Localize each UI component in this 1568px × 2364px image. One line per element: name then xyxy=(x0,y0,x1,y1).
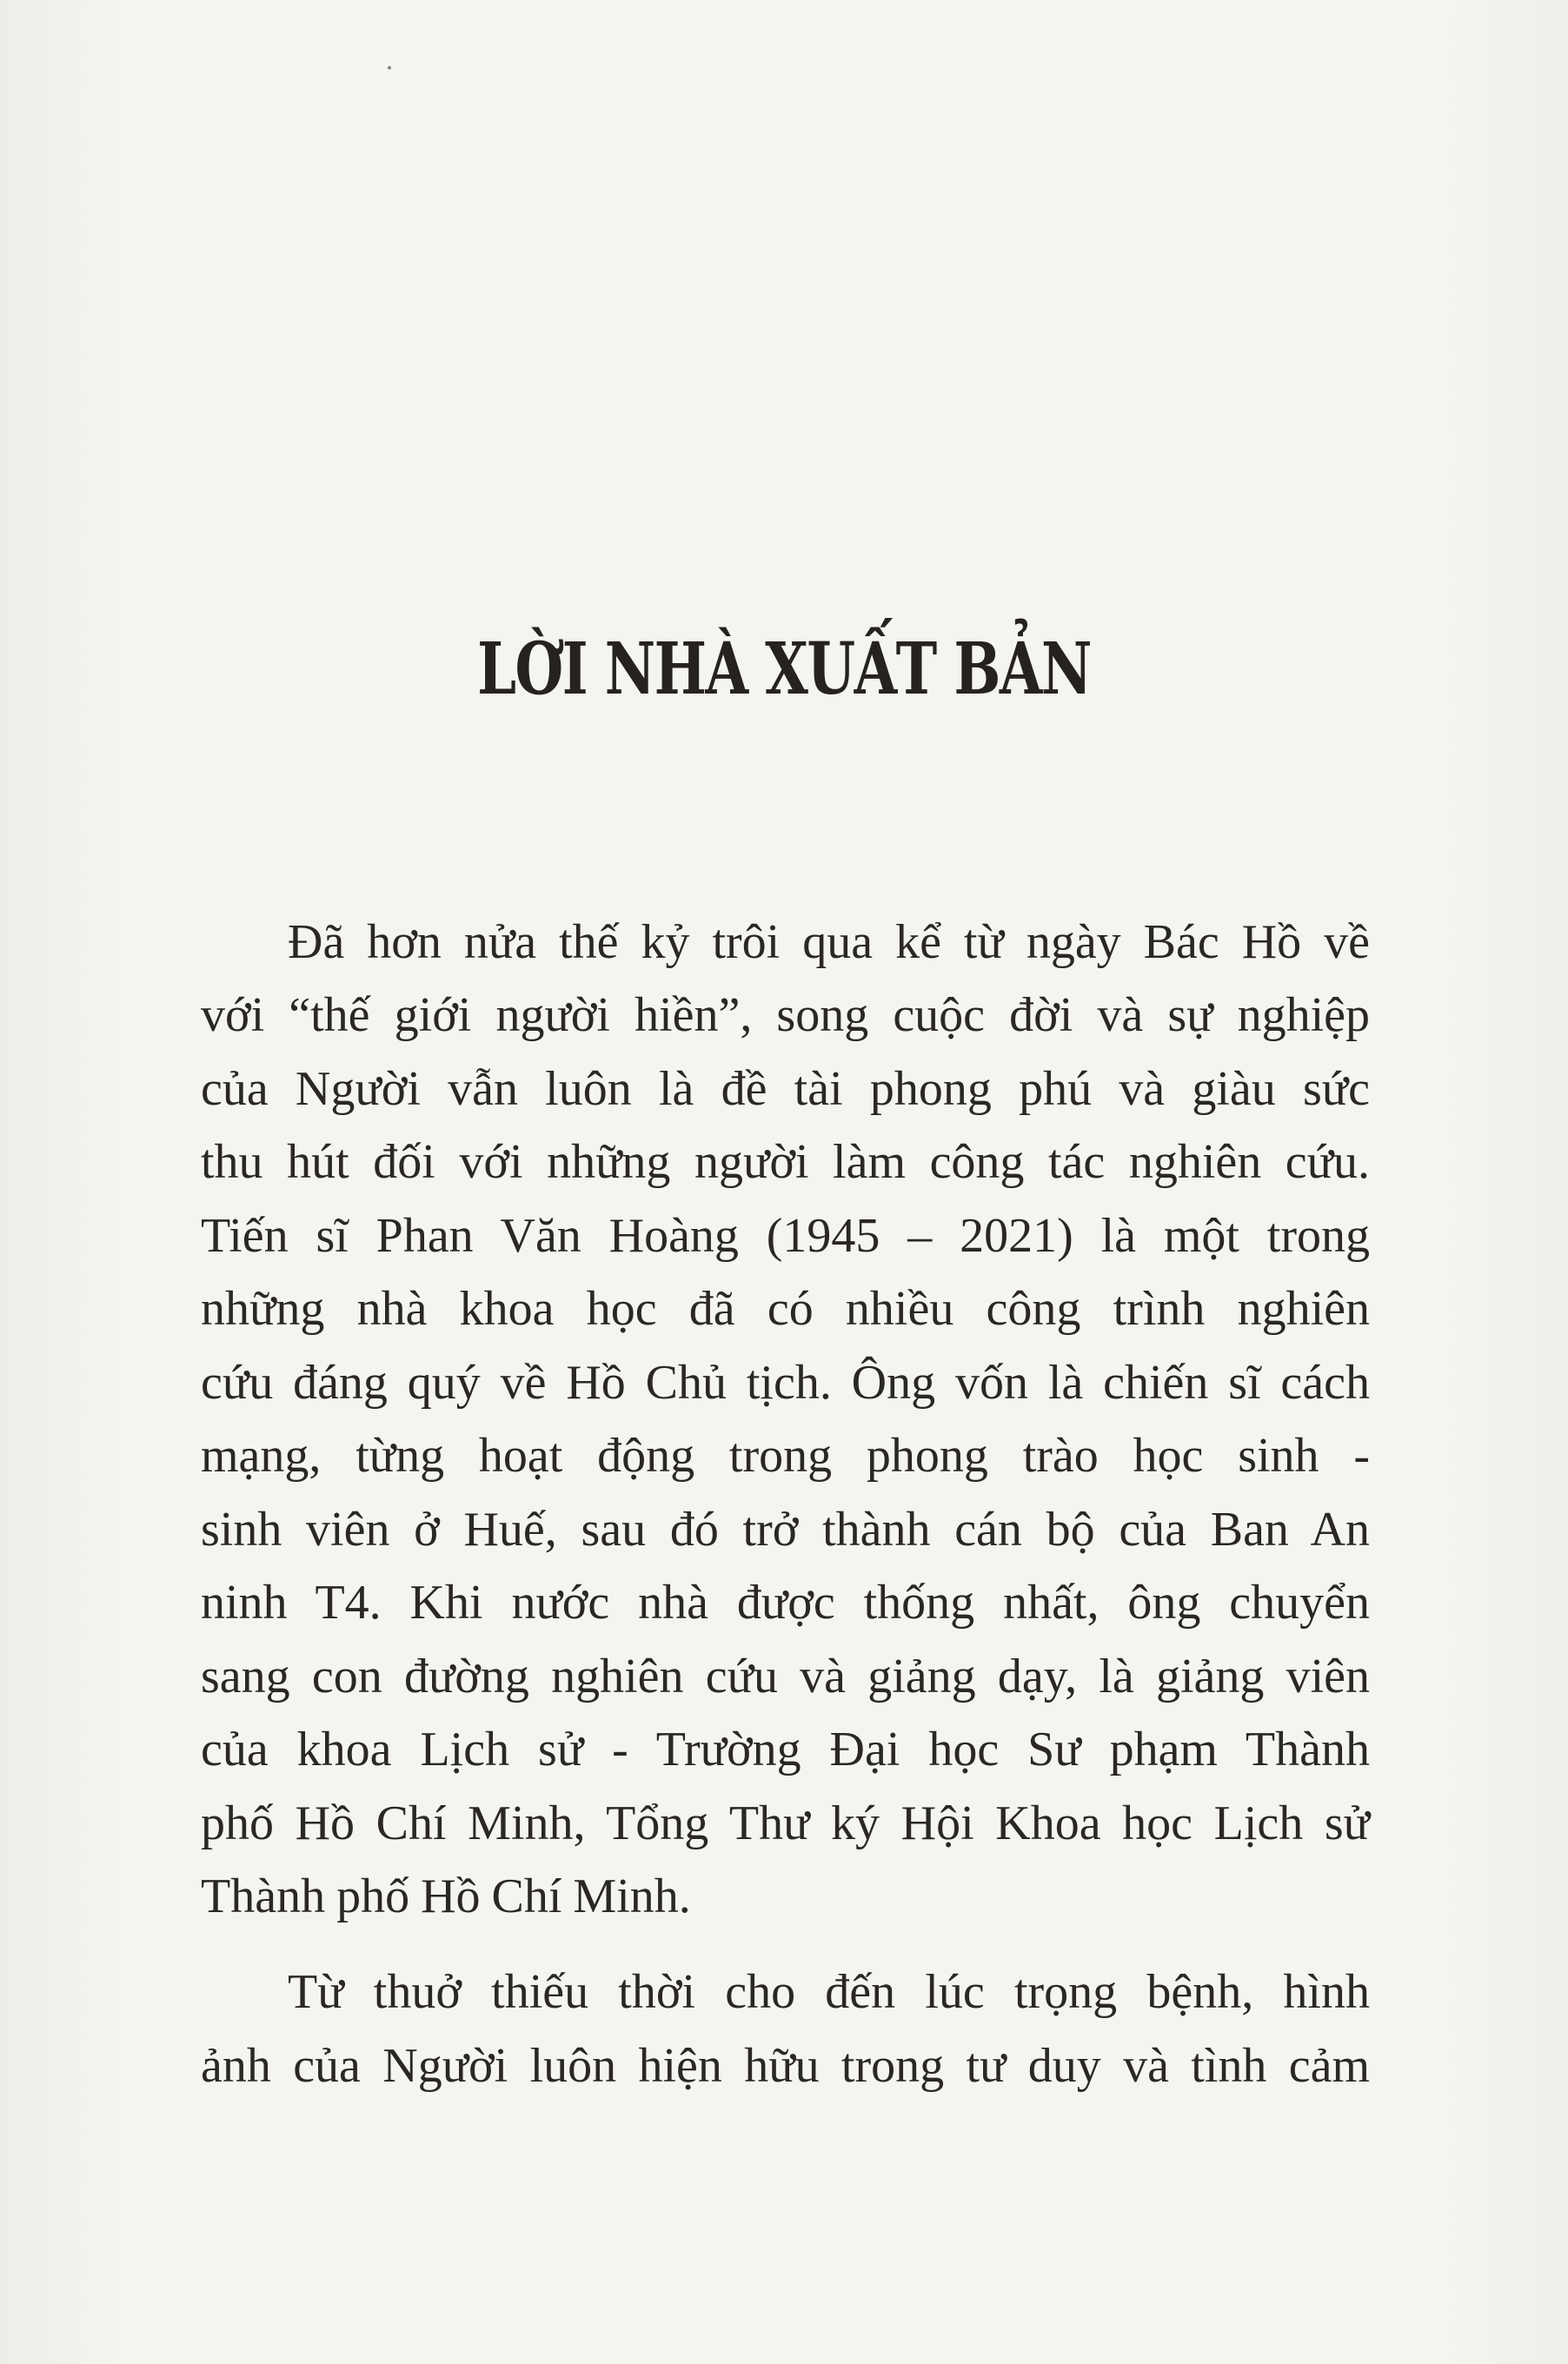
paragraph-2-line: ảnh của Người luôn hiện hữu trong tư duy và tình cảm xyxy=(201,2039,1370,2093)
paragraph-1-line: sinh viên ở Huế, sau đó trở thành cán bộ của Ban An xyxy=(201,1503,1370,1557)
paragraph-1-line: ninh T4. Khi nước nhà được thống nhất, ông chuyển xyxy=(201,1576,1370,1630)
paragraph-1-line: cứu đáng quý về Hồ Chủ tịch. Ông vốn là chiến sĩ cách xyxy=(201,1356,1370,1410)
paragraph-1-line: Thành phố Hồ Chí Minh. xyxy=(201,1869,691,1923)
paragraph-1-line: của khoa Lịch sử - Trường Đại học Sư phạm Thành xyxy=(201,1723,1370,1776)
paragraph-1-line: mạng, từng hoạt động trong phong trào học sinh - xyxy=(201,1429,1370,1483)
paragraph-1-line: những nhà khoa học đã có nhiều công trình nghiên xyxy=(201,1282,1370,1336)
paragraph-1-line: với “thế giới người hiền”, song cuộc đời và sự nghiệp xyxy=(201,988,1370,1042)
paragraph-2-line: Từ thuở thiếu thời cho đến lúc trọng bệnh, hình xyxy=(288,1965,1370,2019)
paragraph-1-line: phố Hồ Chí Minh, Tổng Thư ký Hội Khoa học Lịch sử xyxy=(201,1796,1370,1850)
paragraph-1-line: thu hút đối với những người làm công tác nghiên cứu. xyxy=(201,1135,1370,1189)
paragraph-1-line: Đã hơn nửa thế kỷ trôi qua kể từ ngày Bác Hồ về xyxy=(288,915,1370,969)
paragraph-1-line: Tiến sĩ Phan Văn Hoàng (1945 – 2021) là một trong xyxy=(201,1209,1370,1263)
paragraph-1-line: của Người vẫn luôn là đề tài phong phú và giàu sức xyxy=(201,1062,1370,1116)
paragraph-1-line: sang con đường nghiên cứu và giảng dạy, là giảng viên xyxy=(201,1650,1370,1703)
page-title: LỜI NHÀ XUẤT BẢN xyxy=(477,628,1091,711)
print-speck xyxy=(388,66,391,70)
